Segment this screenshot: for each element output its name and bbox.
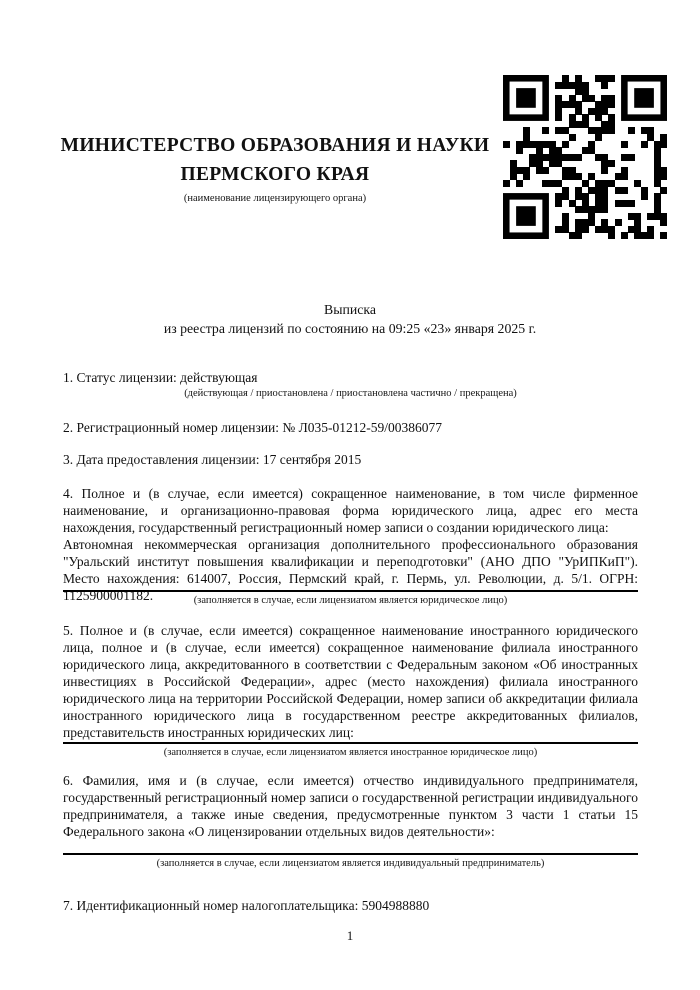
ministry-title-line2: ПЕРМСКОГО КРАЯ — [180, 164, 370, 185]
item-6-rule — [63, 853, 638, 855]
item-5-foreign-entity-label: 5. Полное и (в случае, если имеется) сокращенное наименование иностранного юридического лица, полное и (в случае, если имеется) сокращенное наименование филиала иностранного юридического лица, аккредитованного в соответствии с Федеральным законом «Об иностранных инвестициях в Российской Федерации», адрес (место нахождения) филиала иностранного юридического лица на территории Российской Федерации, номер записи об аккредитации филиала иностранного юридического лица в государственном реестре аккредитованных филиалов, представительств иностранных юридических лиц: — [63, 623, 638, 740]
ministry-title-caption: (наименование лицензирующего органа) — [183, 193, 367, 204]
item-1-caption: (действующая / приостановлена / приостановлена частично / прекращена) — [184, 388, 517, 399]
item-1-license-status: 1. Статус лицензии: действующая — [63, 370, 258, 385]
item-5-rule — [63, 742, 638, 744]
item-7-taxpayer-number: 7. Идентификационный номер налогоплательщика: 5904988880 — [63, 898, 430, 913]
item-3-license-date: 3. Дата предоставления лицензии: 17 сентября 2015 — [63, 452, 362, 467]
ministry-title-line1: МИНИСТЕРСТВО ОБРАЗОВАНИЯ И НАУКИ — [60, 135, 490, 156]
item-4-legal-entity-value: Автономная некоммерческая организация дополнительного профессионального образования "Уральский институт повышения квалификации и переподготовки" (АНО ДПО "УрИПКиП"). Место нахождения: 614007, Россия, Пермский край, г. Пермь, ул. Революции, д. 5/1. ОГРН: 1125900001182. — [63, 537, 638, 603]
item-5-caption: (заполняется в случае, если лицензиатом является иностранное юридическое лицо) — [163, 747, 538, 758]
qr-code-icon — [503, 75, 667, 239]
item-2-registration-number: 2. Регистрационный номер лицензии: № Л035-01212-59/00386077 — [63, 420, 443, 435]
document-title: Выписка — [324, 302, 376, 317]
item-4-legal-entity-label: 4. Полное и (в случае, если имеется) сокращенное наименование, в том числе фирменное наименование, и организационно-правовая форма юридического лица, адрес его места нахождения, государственный регистрационный номер записи о создании юридического лица: — [63, 486, 638, 535]
document-title-block — [63, 300, 637, 338]
document-subtitle: из реестра лицензий по состоянию на 09:25 «23» января 2025 г. — [163, 321, 537, 336]
ministry-header — [60, 131, 490, 204]
page-number: 1 — [346, 928, 354, 943]
item-6-entrepreneur-label: 6. Фамилия, имя и (в случае, если имеется) отчество индивидуального предпринимателя, государственный регистрационный номер записи о государственной регистрации индивидуального предпринимателя, а также иные сведения, предусмотренные пунктом 3 части 1 статьи 15 Федерального закона «О лицензировании отдельных видов деятельности»: — [63, 773, 638, 839]
item-4-caption: (заполняется в случае, если лицензиатом является юридическое лицо) — [193, 595, 508, 606]
item-6-caption: (заполняется в случае, если лицензиатом является индивидуальный предприниматель) — [156, 858, 545, 869]
item-4-rule — [63, 590, 638, 592]
